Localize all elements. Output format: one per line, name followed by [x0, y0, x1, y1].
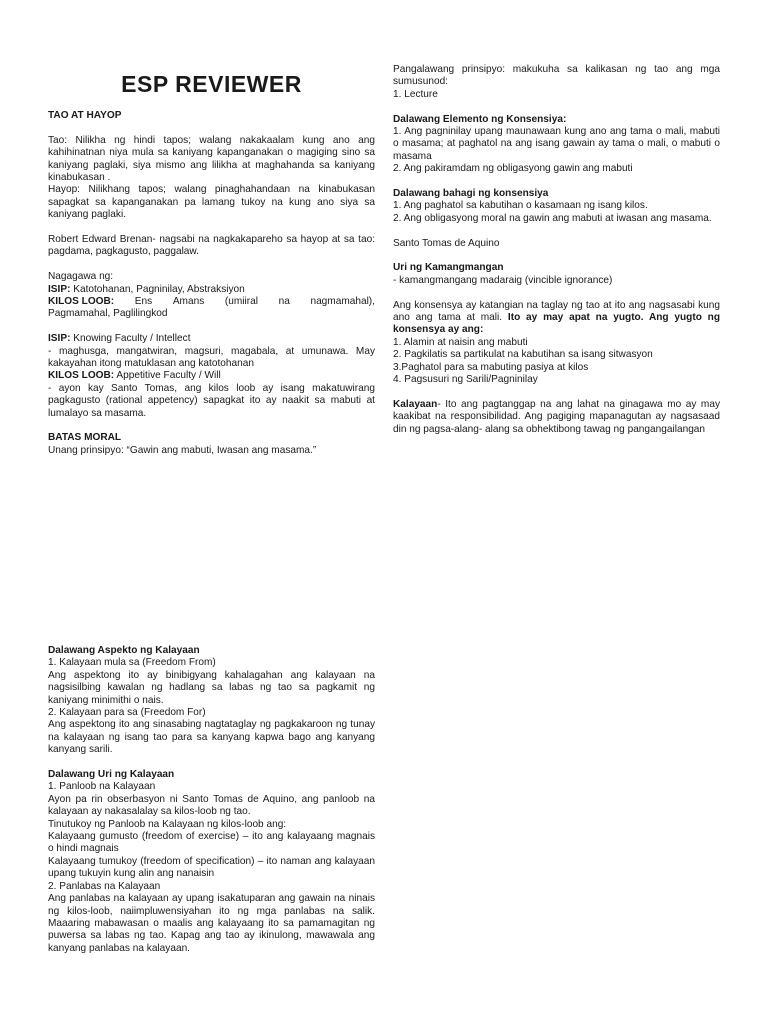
unang-prinsipyo: Unang prinsipyo: “Gawin ang mabuti, Iwasan ang masama.”	[48, 444, 317, 456]
tao-definition: Tao: Nilikha ng hindi tapos; walang nakakaalam kung ano ang kahihinatnan niya mula sa kaniyang kapanganakan o magiging sino sa kaniyang paglaki, siya mismo ang lilikha at maghahanda sa kaniyang kinabukasan .	[48, 134, 375, 184]
heading-batas-moral: BATAS MORAL	[48, 432, 122, 444]
panloob-label: 1. Panloob na Kalayaan	[48, 781, 156, 793]
yugto-item: 4. Pagsusuri ng Sarili/Pagninilay	[393, 374, 538, 386]
gumusto-text: Kalayaang gumusto (freedom of exercise) – ito ang kalayaang magnais o hindi magnais	[48, 831, 375, 855]
isip-faculty-desc: - maghusga, mangatwiran, magsuri, magabala, at umunawa. May kakayahan itong matuklasan ang katotohanan	[48, 345, 375, 370]
kilos-word: (umiiral	[224, 296, 258, 308]
kamangmangan-text: - kamangmangang madaraig (vincible ignorance)	[393, 274, 613, 286]
freedom-for-label: 2. Kalayaan para sa (Freedom For)	[48, 707, 206, 719]
heading-bahagi: Dalawang bahagi ng konsensiya	[393, 188, 549, 200]
nagagawa-label: Nagagawa ng:	[48, 271, 114, 283]
freedom-from-text: Ang aspektong ito ay binibigyang kahalagahan ang kalayaan na nagsisilbing kawalan ng hadlang sa labas ng tao sa pagkamit ng kaniyang minimithi o nais.	[48, 669, 375, 706]
panlabas-text: Ang panlabas na kalayaan ay upang isakatuparan ang gawain na ninais ng kilos-loob, naiimpluwensiyahan ito ng mga panlabas na salik. Maaaring mabawasan o maalis ang kalayaang ito sa pamamagitan ng puwersa sa labas ng tao. Kapag ang tao ay ikinulong, mawawala ang kanyang panlabas na kalayaan.	[48, 893, 375, 954]
kilos-faculty-line	[48, 370, 375, 382]
bahagi-item: 1. Ang paghatol sa kabutihan o kasamaan ng isang kilos.	[393, 200, 648, 212]
konsensya-paragraph	[393, 300, 720, 337]
isip-faculty-line	[48, 333, 375, 345]
isip-label: ISIP:	[48, 283, 71, 295]
kilos-loob-label: KILOS LOOB:	[48, 296, 115, 308]
kalayaan-paragraph	[393, 399, 720, 436]
tinutukoy-text: Tinutukoy ng Panloob na Kalayaan ng kilos-loob ang:	[48, 818, 287, 830]
elemento-item: 1. Ang pagninilay upang maunawaan kung ano ang tama o mali, mabuti o masama; at paghatol na ang isang gawain ay tama o mali, o mabuti o masama	[393, 126, 720, 162]
bahagi-item: 2. Ang obligasyong moral na gawin ang mabuti at iwasan ang masama.	[393, 212, 712, 224]
isip-faculty-label: ISIP:	[48, 333, 71, 345]
heading-aspekto: Dalawang Aspekto ng Kalayaan	[48, 645, 200, 656]
kilos-loob-line	[48, 296, 375, 308]
yugto-item: 2. Pagkilatis sa partikulat na kabutihan sa isang sitwasyon	[393, 349, 653, 361]
panlabas-label: 2. Panlabas na Kalayaan	[48, 880, 161, 892]
konsensya-text: Ang konsensya ay katangian na taglay ng tao at ito ang nagsasabi kung ano ang tama at mali.	[393, 299, 720, 324]
kalayaan-label: Kalayaan	[393, 398, 438, 410]
kilos-faculty-desc: - ayon kay Santo Tomas, ang kilos loob ay isang makatuwirang pagkagusto (rational appetency) sapagkat ito ay naakit sa mabuti at lumalayo sa masama.	[48, 382, 375, 419]
isip-faculty-text: Knowing Faculty / Intellect	[70, 333, 191, 345]
yugto-item: 1. Alamin at naisin ang mabuti	[393, 336, 528, 348]
panloob-text: Ayon pa rin obserbasyon ni Santo Tomas de Aquino, ang panloob na kalayaan ay nakasalalay sa kilos-loob ng tao.	[48, 793, 375, 818]
kilos-word: Ens	[134, 296, 153, 308]
isip-text: Katotohanan, Pagninilay, Abstraksiyon	[70, 283, 245, 295]
kilos-faculty-text: Appetitive Faculty / Will	[114, 370, 221, 382]
elemento-item: 2. Ang pakiramdam ng obligasyong gawin ang mabuti	[393, 163, 633, 175]
hayop-definition: Hayop: Nilikhang tapos; walang pinaghahandaan na kinabukasan sapagkat sa kapanganakan pa lamang tukoy na kung ano siya sa kaniyang paglaki.	[48, 184, 375, 221]
yugto-item: 3.Paghatol para sa mabuting pasiya at kilos	[393, 361, 589, 373]
brenan-text: Robert Edward Brenan- nagsabi na nagkakapareho sa hayop at sa tao: pagdama, pagkagusto, paggalaw.	[48, 234, 375, 258]
freedom-for-text: Ang aspektong ito ang sinasabing nagtataglay ng pagkakaroon ng tunay na kalayaan ng isang tao para sa kanyang kapwa bago ang kanyang kanyang sarili.	[48, 719, 375, 756]
santo-tomas-label: Santo Tomas de Aquino	[393, 237, 500, 249]
kilos-word: nagmamahal),	[310, 296, 375, 308]
kilos-loob-line2: Pagmamahal, Paglilingkod	[48, 308, 168, 320]
lecture-item: 1. Lecture	[393, 88, 438, 100]
konsensya-bold: Ito ay may apat na yugto. Ang yugto ng konsensya ay ang:	[393, 312, 720, 336]
right-column	[393, 64, 720, 436]
freedom-from-label: 1. Kalayaan mula sa (Freedom From)	[48, 657, 216, 669]
kalayaan-text: - Ito ang pagtanggap na ang lahat na ginagawa mo ay may kaakibat na responsibilidad. Ang pagiging mapanagutan ay nagsasaad din ng pagsa-alang- alang sa obhektibong tawag ng pangangailangan	[393, 398, 720, 435]
heading-tao-at-hayop: TAO AT HAYOP	[48, 110, 122, 121]
left-column-lower	[48, 645, 375, 955]
kilos-word: Amans	[172, 296, 205, 308]
left-column	[48, 64, 375, 457]
heading-kamangmangan: Uri ng Kamangmangan	[393, 262, 504, 274]
kilos-faculty-label: KILOS LOOB:	[48, 370, 115, 382]
heading-uri-kalayaan: Dalawang Uri ng Kalayaan	[48, 769, 175, 781]
heading-elemento: Dalawang Elemento ng Konsensiya:	[393, 113, 567, 125]
kilos-word: na	[278, 296, 290, 308]
tumukoy-text: Kalayaang tumukoy (freedom of specification) – ito naman ang kalayaan upang tukuyin kung alin ang nanaisin	[48, 855, 375, 880]
page-title: ESP REVIEWER	[121, 71, 302, 97]
pangalawang-prinsipyo: Pangalawang prinsipyo: makukuha sa kalikasan ng tao ang mga sumusunod:	[393, 64, 720, 88]
isip-line	[48, 284, 375, 296]
